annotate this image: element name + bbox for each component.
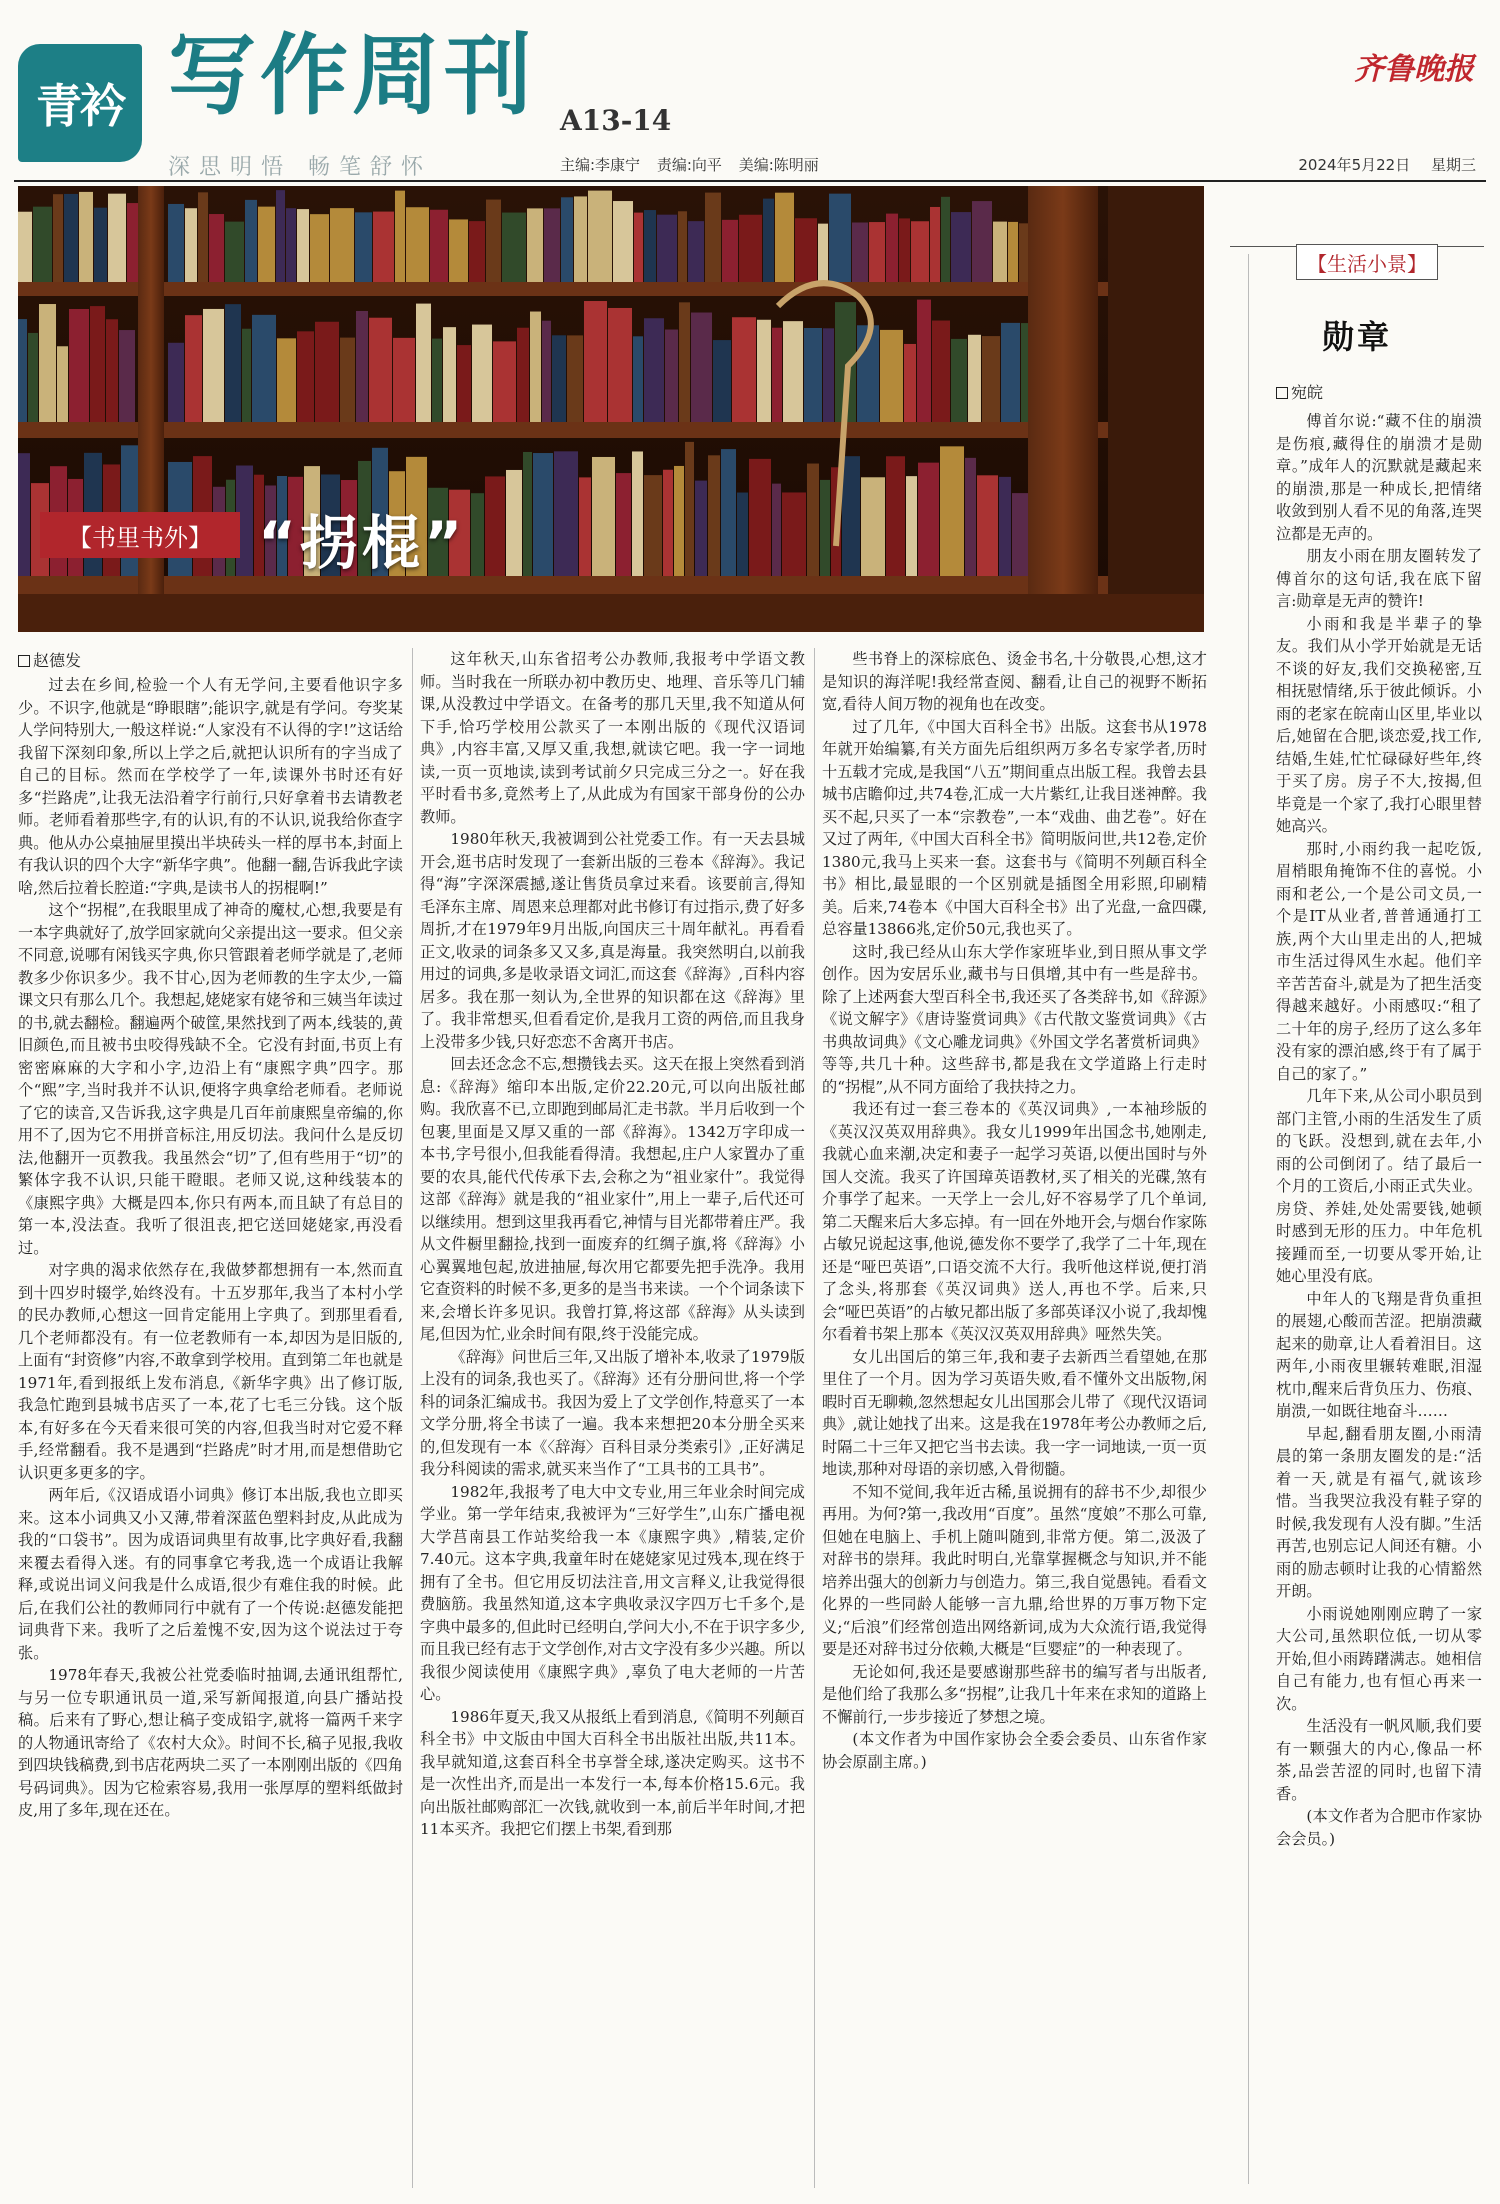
- book-spine: [644, 210, 656, 282]
- book-spine: [782, 492, 806, 576]
- book-spine: [542, 321, 551, 422]
- book-spine: [340, 338, 355, 422]
- book-spine: [713, 340, 731, 422]
- book-spine: [818, 224, 828, 282]
- book-spine: [523, 452, 532, 576]
- book-spine: [245, 200, 257, 282]
- book-spine: [739, 215, 762, 282]
- book-spine: [225, 304, 241, 422]
- paragraph: 些书脊上的深棕底色、烫金书名,十分敬畏,心想,这才是知识的海洋呢!我经常查阅、翻看,让自己的视野不断拓宽,看待人间万物的视角也在改变。: [822, 650, 1207, 713]
- book-spine: [502, 213, 526, 282]
- book-spine: [674, 466, 684, 576]
- book-spine: [517, 328, 529, 422]
- book-spine: [18, 453, 30, 576]
- byline-box-icon: [1276, 387, 1288, 399]
- book-spine: [552, 335, 566, 422]
- paragraph: 过去在乡间,检验一个人有无学问,主要看他识字多少。不识字,他就是“睁眼瞎”;能识字,就是有学问。夸奖某人学问特别大,一般这样说:“人家没有不认得的字!”这话给我留下深刻印象,所以上学之后,就把认识所有的字当成了自己的目标。然而在学校学了一年,读课外书时还有好多“拦路虎”,让我无法沿着字行前行,只好拿着书去请教老师。老师看着那些字,有的认识,有的不认识,说我给你查字典。他从办公桌抽屉里摸出半块砖头一样的厚书本,封面上有我认识的四个大字“新华字典”。他翻一翻,告诉我此字读啥,然后拉着长腔道:“字典,是读书人的拐棍啊!”: [18, 676, 403, 897]
- book-spine: [79, 192, 93, 282]
- book-spine: [592, 457, 615, 576]
- book-spine: [242, 329, 251, 422]
- paragraph: 1982年,我报考了电大中文专业,用三年业余时间完成学业。第一学年结束,我被评为“三好学生”,山东广播电视大学莒南县工作站奖给我一本《康熙字典》,精装,定价7.40元。这本字典,我童年时在姥姥家见过残本,现在终于拥有了全书。但它用反切法注音,用文言释义,让我觉得很费脑筋。我虽然知道,这本字典收录汉字四万七千多个,是字典中最多的,但此时已经明白,学问大小,不在于识字多少,而且我已经有志于文学创作,对古文字没有多少兴趣。所以我很少阅读使用《康熙字典》,辜负了电大老师的一片苦心。: [420, 1482, 805, 1703]
- book-spine: [355, 212, 372, 282]
- book-spine: [395, 191, 405, 282]
- book-spine: [369, 318, 392, 422]
- book-spine: [185, 315, 202, 422]
- book-spine: [94, 208, 107, 282]
- art-editor: 美编:陈明丽: [738, 156, 819, 174]
- book-spine: [842, 456, 860, 576]
- book-spine: [665, 330, 678, 422]
- paragraph: 中年人的飞翔是背负重担的展翅,心酸而苦涩。把崩溃藏起来的勋章,让人看着泪目。这两年,小雨夜里辗转难眠,泪湿枕巾,醒来后背负压力、伤痕、崩溃,一如既往地奋斗……: [1276, 1289, 1482, 1420]
- bookshelf-illustration: [18, 186, 1204, 632]
- book-spine: [485, 476, 505, 576]
- paragraph: 女儿出国后的第三年,我和妻子去新西兰看望她,在那里住了一个月。因为学习英语失败,看不懂外文出版物,闲暇时百无聊赖,忽然想起女儿出国那会儿带了《现代汉语词典》,就让她找了出来。这是我在1978年考公办教师之后,时隔二十三年又把它当书去读。我一字一词地读,一页一页地读,那种对母语的亲切感,入骨彻髓。: [822, 1347, 1207, 1478]
- slogan: 深思明悟 畅笔舒怀: [168, 155, 432, 180]
- book-spine: [708, 455, 720, 576]
- book-spine: [39, 304, 56, 422]
- book-spine: [554, 451, 578, 576]
- book-spine: [588, 191, 612, 282]
- book-spine: [678, 211, 687, 282]
- book-spine: [33, 207, 52, 282]
- duty-editor: 责编:向平: [656, 156, 722, 174]
- book-spine: [432, 339, 442, 422]
- book-spine: [644, 475, 662, 576]
- book-spine: [561, 197, 573, 282]
- book-spine: [820, 480, 830, 576]
- book-spine: [286, 208, 296, 282]
- book-spine: [297, 331, 314, 422]
- book-spine: [315, 322, 339, 422]
- paragraph: 《辞海》问世后三年,又出版了增补本,收录了1979版上没有的词条,我也买了。《辞海》还有分册问世,将一个学科的词条汇编成书。我因为爱上了文学创作,特意买了一本文学分册,将全书读了一遍。我本来想把20本分册全买来的,但发现有一本《〈辞海〉百科目录分类索引》,正好满足我分科阅读的需求,就买来当作了“工具书的工具书”。: [420, 1347, 805, 1478]
- book-spine: [737, 493, 748, 576]
- book-spine: [472, 325, 492, 422]
- book-spine: [608, 308, 632, 422]
- book-spine: [951, 339, 967, 422]
- book-spine: [277, 338, 296, 422]
- book-spine: [613, 201, 633, 282]
- book-spine: [616, 473, 631, 576]
- book-spine: [574, 196, 587, 282]
- paragraph: 那时,小雨约我一起吃饭,眉梢眼角掩饰不住的喜悦。小雨和老公,一个是公司文员,一个是IT从业者,普普通通打工族,两个大山里走出的人,把城市生活过得风生水起。他们辛辛苦苦奋斗,就是为了把生活变得越来越好。小雨感叹:“租了二十年的房子,经历了这么多年没有家的漂泊感,终于有了属于自己的家了。”: [1276, 839, 1482, 1083]
- book-spine: [416, 304, 431, 422]
- book-spine: [951, 212, 971, 282]
- paragraph: 无论如何,我还是要感谢那些辞书的编写者与出版者,是他们给了我那么多“拐棍”,让我几十年来在求知的道路上不懈前行,一步步接近了梦想之境。: [822, 1662, 1207, 1726]
- book-spine: [772, 328, 782, 422]
- book-spine: [886, 214, 898, 282]
- author-note: (本文作者为中国作家协会全委会委员、山东省作家协会原副主席。): [822, 1730, 1207, 1771]
- book-spine: [53, 194, 63, 282]
- paragraph: 这时,我已经从山东大学作家班毕业,到日照从事文学创作。因为安居乐业,藏书与日俱增,其中有一些是辞书。除了上述两套大型百科全书,我还买了各类辞书,如《辞源》《说文解字》《唐诗鉴赏词典》《古代散文鉴赏词典》《古书典故词典》《文心雕龙词典》《外国文学名著赏析词典》等等,共几十种。这些辞书,都是我在文学道路上行走时的“拐棍”,从不同方面给了我扶持之力。: [822, 942, 1207, 1096]
- book-spine: [506, 470, 522, 576]
- paragraph: 1980年秋天,我被调到公社党委工作。有一天去县城开会,逛书店时发现了一套新出版的三卷本《辞海》。我记得“海”字深深震撼,遂让售货员拿过来看。该要前言,得知毛泽东主席、周恩来总理都对此书修订有过指示,费了好多周折,才在1979年9月出版,向国庆三十周年献礼。再看看正文,收录的词条多又又多,真是海量。我突然明白,以前我用过的词典,多是收录语文词汇,而这套《辞海》,百科内容居多。我在那一刻认为,全世界的知识都在这《辞海》里了。我非常想买,但看看定价,是我月工资的两倍,而且我身上没带多少钱,只好恋恋不舍离开书店。: [420, 830, 805, 1051]
- book-spine: [493, 341, 516, 422]
- book-spine: [721, 449, 736, 576]
- sidebar-byline: [1276, 380, 1323, 403]
- book-spine: [28, 333, 38, 422]
- book-spine: [972, 201, 992, 282]
- newspaper-brand: 齐鲁晚报: [1354, 52, 1474, 87]
- book-spine: [258, 207, 275, 282]
- article-byline: [18, 648, 81, 671]
- book-spine: [567, 335, 583, 422]
- book-spine: [982, 336, 1000, 422]
- paragraph: 1986年夏天,我又从报纸上看到消息,《简明不列颠百科全书》中文版由中国大百科全书出版社出版,共11本。我早就知道,这套百科全书享誉全球,遂决定购买。这书不是一次性出齐,而是出一本发行一本,每本价格15.6元。我向出版社邮购部汇一次钱,就收到一本,前后半年时间,才把11本买齐。我把它们摆上书架,看到那: [420, 1707, 805, 1838]
- book-spine: [64, 194, 78, 282]
- book-spine: [899, 218, 910, 282]
- book-spine: [1008, 222, 1018, 282]
- paragraph: 小雨和我是半辈子的挚友。我们从小学开始就是无话不谈的好友,我们交换秘密,互相抚慰情绪,乐于彼此倾诉。小雨的老家在皖南山区里,毕业以后,她留在合肥,谈恋爱,找工作,结婚,生娃,忙忙碌碌好些年,终于买了房。房子不大,按揭,但毕竟是一个家了,我打心眼里替她高兴。: [1276, 614, 1482, 835]
- paragraph: 小雨说她刚刚应聘了一家大公司,虽然职位低,一切从零开始,但小雨踌躇满志。她相信自己有能力,也有恒心再来一次。: [1276, 1604, 1482, 1713]
- book-spine: [168, 343, 184, 422]
- book-spine: [663, 470, 673, 576]
- book-spine: [18, 212, 32, 282]
- book-spine: [932, 321, 950, 422]
- book-spine: [486, 200, 501, 282]
- book-spine: [457, 345, 471, 422]
- chief-editor: 主编:李康宁: [560, 156, 641, 174]
- paragraph: 这个“拐棍”,在我眼里成了神奇的魔杖,心想,我要是有一本字典就好了,放学回家就向父亲提出这一要求。但父亲不同意,说哪有闲钱买字典,你只管跟着老师学就是了,老师教多少你识多少。我不甘心,因为老师教的生字太少,一篇课文只有那么几个。我想起,姥姥家有姥爷和三姨当年读过的书,就去翻检。翻遍两个破筐,果然找到了两本,线装的,黄旧颜色,而且被书虫咬得残缺不全。它没有封面,书页上有密密麻麻的大字和小字,边沿上有“康熙字典”四字。那个“熙”字,当时我并不认识,便将字典拿给老师看。老师说了它的读音,又告诉我,这字典是几百年前康熙皇帝编的,你用不了,因为它不用拼音标注,用反切法。我问什么是反切法,他翻开一页教我。我虽然会“切”了,但有些用于“切”的繁体字我不认识,只能干瞪眼。老师又说,这种线装本的《康熙字典》大概是四本,你只有两本,而且缺了有总目的第一本,没法查。我听了很沮丧,把它送回姥姥家,再没看过。: [18, 901, 403, 1257]
- book-spine: [749, 459, 771, 576]
- book-spine: [449, 219, 468, 282]
- paragraph: 1978年春天,我被公社党委临时抽调,去通讯组帮忙,与另一位专职通讯员一道,采写新闻报道,向县广播站投稿。后来有了野心,想让稿子变成铅字,就将一篇两千来字的人物通讯寄给了《农村大众》。时间不长,稿子见报,我收到四块钱稿费,到书店花两块二买了一本刚刚出版的《四角号码词典》。因为它检索容易,我用一张厚厚的塑料纸做封皮,用了多年,现在还在。: [18, 1666, 403, 1819]
- book-spine: [527, 208, 543, 282]
- book-spine: [471, 493, 484, 576]
- book-spine: [679, 302, 690, 422]
- book-spine: [807, 464, 819, 576]
- book-spine: [530, 312, 541, 422]
- issue-weekday: 星期三: [1430, 156, 1476, 174]
- book-spine: [393, 338, 415, 422]
- book-spine: [917, 300, 931, 422]
- book-spine: [685, 442, 694, 576]
- book-spine: [722, 220, 738, 282]
- supplement-title: 写作周刊: [168, 24, 537, 127]
- book-spine: [632, 451, 643, 576]
- book-spine: [886, 456, 905, 576]
- book-spine: [469, 221, 485, 282]
- book-spine: [225, 222, 244, 282]
- book-spine: [732, 317, 756, 422]
- column-divider: [814, 648, 815, 2188]
- book-spine: [999, 477, 1011, 576]
- book-spine: [209, 214, 224, 282]
- book-spine: [940, 446, 964, 576]
- book-spine: [757, 320, 771, 422]
- book-spine: [772, 484, 781, 576]
- sidebar-body: [1276, 410, 1482, 2190]
- book-spine: [688, 221, 704, 282]
- masthead-rule: [14, 180, 1486, 182]
- book-spine: [930, 207, 940, 282]
- paragraph: 这年秋天,山东省招考公办教师,我报考中学语文教师。当时我在一所联办初中教历史、地理、音乐等几门辅课,从没教过中学语文。在备考的那几天里,我不知道从何下手,恰巧学校用公款买了一本刚出版的《现代汉语词典》,内容丰富,又厚又重,我想,就读它吧。我一字一词地读,一页一页地读,读到考试前夕只完成三分之一。好在我平时看书多,竟然考上了,从此成为有国家干部身份的公办教师。: [420, 650, 805, 826]
- magazine-logo: [18, 44, 142, 162]
- book-spine: [108, 194, 126, 282]
- book-spine: [276, 190, 285, 282]
- paragraph: 过了几年,《中国大百科全书》出版。这套书从1978年就开始编纂,有关方面先后组织两万多名专家学者,历时十五载才完成,是我国“八五”期间重点出版工程。我曾去县城书店瞻仰过,共74卷,汇成一大片紫红,让我目迷神醉。我买不起,只买了一本“宗教卷”,一本“戏曲、曲艺卷”。好在又过了两年,《中国大百科全书》简明版问世,共12卷,定价1380元,我马上买来一套。这套书与《简明不列颠百科全书》相比,最显眼的一个区别就是插图全用彩照,印刷精美。后来,74卷本《中国大百科全书》出了光盘,一盒四碟,总容量13866兆,定价50元,我也买了。: [822, 717, 1207, 938]
- column-divider: [412, 648, 413, 2188]
- book-spine: [775, 193, 794, 282]
- book-spine: [804, 328, 822, 422]
- book-spine: [185, 208, 197, 282]
- book-spine: [965, 458, 976, 576]
- book-spine: [168, 204, 184, 282]
- book-spine: [579, 477, 591, 576]
- book-spine: [252, 315, 276, 422]
- article-column-2: [420, 648, 805, 2168]
- book-spine: [90, 306, 105, 422]
- paragraph: 几年下来,从公司小职员到部门主管,小雨的生活发生了质的飞跃。没想到,就在去年,小雨的公司倒闭了。结了最后一个月的工资后,小雨正式失业。房贷、养娃,处处需要钱,她顿时感到无形的压力。中年危机接踵而至,一切要从零开始,让她心里没有底。: [1276, 1087, 1482, 1285]
- sidebar-section-tag: 【生活小景】: [1296, 244, 1438, 280]
- book-spine: [829, 194, 851, 282]
- dateline: [1282, 154, 1476, 175]
- paragraph: 不知不觉间,我年近古稀,虽说拥有的辞书不少,却很少再用。为何?第一,我改用“百度”。虽然“度娘”不那么可靠,但她在电脑上、手机上随叫随到,非常方便。第二,汲汲了对辞书的崇拜。我此时明白,光靠掌握概念与知识,并不能培养出强大的创新力与创造力。第三,我自觉愚钝。看看文化界的一些同龄人能够一言九鼎,给世界的万事万物下定义;“后浪”们经常创造出网络新词,成为大众流行语,我觉得要是还对辞书过分依赖,大概是“巨婴症”的一种表现了。: [822, 1482, 1207, 1658]
- article-headline: “拐棍”: [258, 509, 467, 577]
- book-spine: [310, 214, 329, 282]
- book-spine: [695, 481, 707, 576]
- paragraph: 两年后,《汉语成语小词典》修订本出版,我也立即买来。这本小词典又小又薄,带着深蓝色塑料封皮,从此成为我的“口袋书”。因为成语词典里有故事,比字典好看,我翻来覆去看得入迷。有的同事拿它考我,选一个成语让我解释,或说出词义问我是什么成语,很少有难住我的时候。此后,在我们公社的教师同行中就有了一个传说:赵德发能把词典背下来。我听了之后羞愧不安,因为这个说法过于夸张。: [18, 1486, 403, 1662]
- book-spine: [406, 207, 429, 282]
- logo-text: 青衿: [36, 79, 124, 133]
- book-spine: [993, 222, 1007, 282]
- book-spine: [544, 208, 560, 282]
- editors-line: [560, 154, 831, 175]
- book-spine: [911, 221, 929, 282]
- byline-box-icon: [18, 655, 30, 667]
- book-spine: [705, 193, 721, 282]
- paragraph: 对字典的渴求依然存在,我做梦都想拥有一本,然而直到十四岁时辍学,始终没有。十五岁那年,我当了本村小学的民办教师,心想这一回肯定能用上字典了。到那里看看,几个老师都没有。有一位老教师有一本,却因为是旧版的,上面有“封资修”内容,不敢拿到学校用。直到第二年也就是1971年,看到报纸上发布消息,《新华字典》出了修订版,我急忙跑到县城书店买了一本,花了七毛三分钱。这个版本,有好多在今天看来很可笑的内容,但我当时对它爱不释手,经常翻看。我不是遇到“拦路虎”时才用,而是想借助它认识更多更多的字。: [18, 1261, 403, 1482]
- book-spine: [633, 336, 643, 422]
- bookshelf-photo: [18, 186, 1204, 632]
- book-spine: [198, 192, 208, 282]
- article-column-1: [18, 674, 403, 2194]
- book-spine: [691, 313, 712, 422]
- book-spine: [880, 330, 903, 422]
- paragraph: 我还有过一套三卷本的《英汉词典》,一本袖珍版的《英汉汉英双用辞典》。我女儿1999年出国念书,她刚走,我就心血来潮,决定和妻子一起学习英语,以便出国时与外国人交流。我买了许国璋英语教材,买了相关的光碟,煞有介事学了起来。一天学上一会儿,好不容易学了几个单词,第二天醒来后大多忘掉。有一回在外地开会,与烟台作家陈占敏兄说起这事,他说,德发你不要学了,我学了二十年,现在还是“哑巴英语”,口语交流不大行。我听他这样说,便打消了念头,将那套《英汉词典》送人,再也不学。后来,只会“哑巴英语”的占敏兄都出版了多部英译汉小说了,我却愧尔看着书架上那本《英汉汉英双用辞典》哑然失笑。: [822, 1100, 1207, 1343]
- book-spine: [968, 335, 981, 422]
- book-spine: [430, 210, 448, 282]
- book-spine: [119, 330, 135, 422]
- article-column-3: [822, 648, 1207, 2168]
- book-spine: [634, 213, 643, 282]
- paragraph: 朋友小雨在朋友圈转发了傅首尔的这句话,我在底下留言:勋章是无声的赞许!: [1276, 547, 1482, 610]
- paragraph: 回去还念念不忘,想攒钱去买。这天在报上突然看到消息:《辞海》缩印本出版,定价22.20元,可以向出版社邮购。我欣喜不已,立即跑到邮局汇走书款。半月后收到一个包裹,里面是又厚又重的一部《辞海》。1342万字印成一本书,字号很小,但我能看得清。我想起,庄户人家置办了重要的农具,能代代传承下去,会称之为“祖业家什”。我觉得这部《辞海》就是我的“祖业家什”,用上一辈子,后代还可以继续用。想到这里我再看它,神情与目光都带着庄严。我从文件橱里翻捡,找到一面废弃的红绸子旗,将《辞海》小心翼翼地包起,放进抽屉,每次用它都要先把手洗净。我用它查资料的时候不多,更多的是当书来读。一个个词条读下来,会增长许多见识。我曾打算,将这部《辞海》从头读到尾,但因为忙,业余时间有限,终于没能完成。: [420, 1055, 805, 1343]
- book-spine: [644, 318, 664, 422]
- book-spine: [763, 199, 774, 282]
- book-spine: [330, 208, 354, 282]
- book-spine: [443, 327, 456, 422]
- book-spine: [1001, 323, 1020, 422]
- paragraph: 早起,翻看朋友圈,小雨清晨的第一条朋友圈发的是:“活着一天,就是有福气,就该珍惜。当我哭泣我没有鞋子穿的时候,我发现有人没有脚。”生活再苦,也别忘记人间还有糖。小雨的励志顿时让我的心情豁然开朗。: [1276, 1424, 1482, 1600]
- section-tag: 【书里书外】: [40, 512, 240, 558]
- book-spine: [904, 344, 916, 422]
- author-note: (本文作者为合肥市作家协会会员。): [1276, 1807, 1482, 1848]
- book-spine: [918, 463, 939, 576]
- book-spine: [783, 321, 803, 422]
- book-spine: [869, 222, 885, 282]
- book-spine: [977, 475, 998, 576]
- book-spine: [852, 223, 868, 282]
- paragraph: 生活没有一帆风顺,我们要有一颗强大的内心,像品一杯茶,品尝苦涩的同时,也留下清香。: [1276, 1717, 1482, 1803]
- book-spine: [69, 309, 89, 422]
- book-spine: [906, 476, 917, 576]
- book-spine: [795, 218, 817, 282]
- author-name: 赵德发: [33, 651, 82, 670]
- book-spine: [297, 209, 309, 282]
- book-spine: [533, 453, 553, 576]
- book-spine: [657, 215, 677, 282]
- book-spine: [106, 319, 118, 422]
- issue-date: 2024年5月22日: [1298, 156, 1411, 174]
- book-spine: [861, 477, 885, 576]
- book-spine: [18, 319, 27, 422]
- sidebar-title: 勋章: [1321, 318, 1392, 356]
- book-spine: [373, 212, 394, 282]
- book-spine: [356, 311, 368, 422]
- book-spine: [57, 346, 68, 422]
- sidebar-author: 宛皖: [1291, 383, 1324, 402]
- book-spine: [823, 328, 834, 422]
- page-number: A13-14: [560, 104, 672, 137]
- paragraph: 傅首尔说:“藏不住的崩溃是伤痕,藏得住的崩溃才是勋章。”成年人的沉默就是藏起来的崩溃,那是一种成长,把情绪收敛到别人看不见的角落,连哭泣都是无声的。: [1276, 412, 1482, 543]
- book-spine: [941, 197, 950, 282]
- book-spine: [203, 309, 224, 422]
- book-spine: [584, 301, 607, 422]
